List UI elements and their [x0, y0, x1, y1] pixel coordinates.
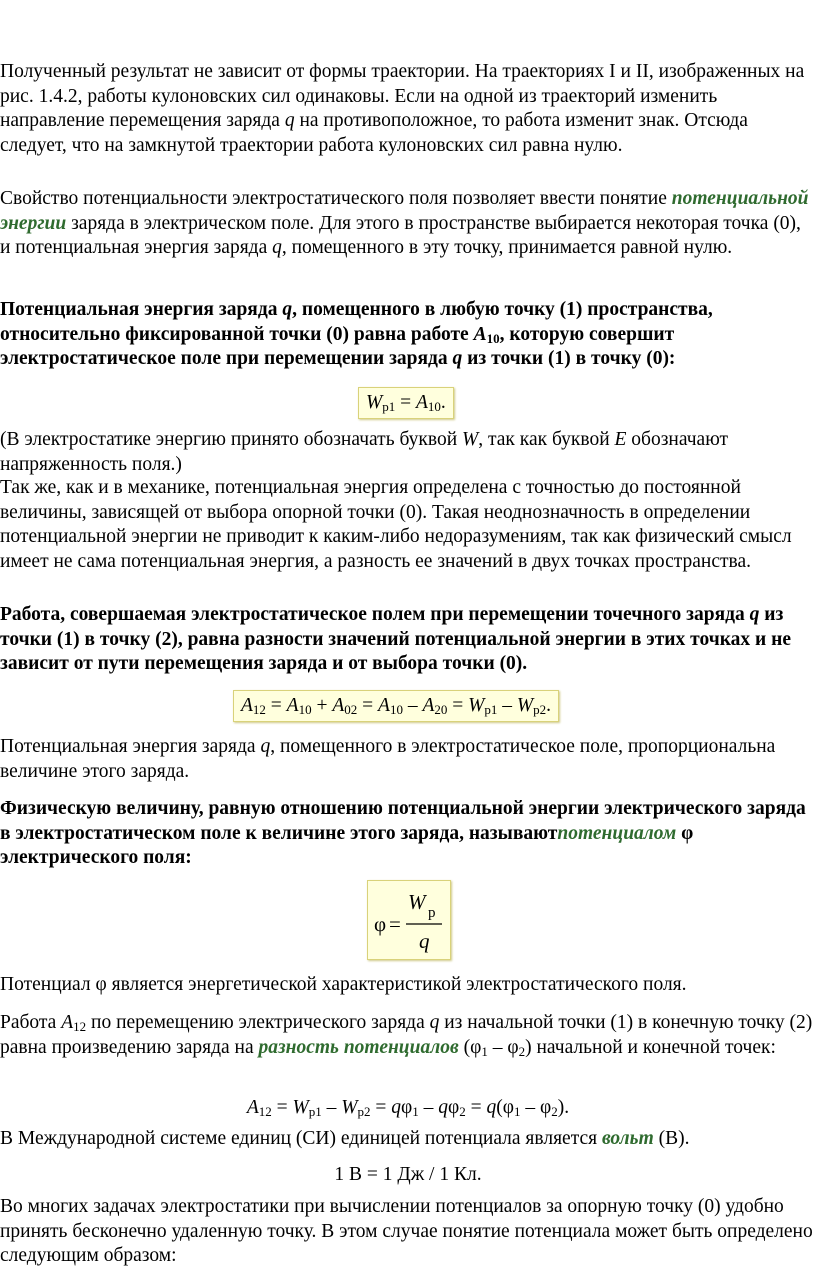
formula-work-chain: $A_{12} = A_{10} + A_{02} = A_{10} - A_{20} = W_{p1} - W_{p2}$. [233, 690, 559, 722]
paragraph-constant-ambiguity: Так же, как и в механике, потенциальная энергия определена с точностью до постоянной величины, зависящей от выбора опорной точки (0). Такая неоднозначность в определении потенциальной энергии не приводит к каким-либо недоразумениям, так как физический смысл имеет не сама потенциальная энергия, а разность ее значений в двух точках пространства. [0, 477, 792, 572]
term-potential-energy: потенциальной энергии [0, 188, 809, 234]
paragraph-potential-property: Свойство потенциальности электростатического поля позволяет ввести понятие потенциальной энергии заряда в электрическом поле. Для этого в пространстве выбирается некоторая точка (0), и потенциальная энергия заряда q, помещенного в эту точку, принимается равной нулю. [0, 188, 809, 258]
formula-phi-fraction [367, 880, 451, 960]
paragraph-path-independence: Полученный результат не зависит от формы траектории. На траекториях I и II, изображенных на рис. 1.4.2, работы кулоновских сил одинаковы. Если на одной из траекторий изменить направление перемещения заряда q на противоположное, то работа изменит знак. Отсюда следует, что на замкнутой траектории работа кулоновских сил равна нулю. [0, 61, 805, 156]
formula-a12-chain: $A_{12} = W_{p1} - W_{p2} = q\varphi_1 - q\varphi_2 = q(\varphi_1 - \varphi_2)$. [246, 1097, 570, 1119]
term-potential: потенциалом [557, 822, 677, 844]
denominator-q: q [419, 929, 430, 953]
formula-wp1-equals-a10: $W_{p1} = A_{10}$. [358, 387, 454, 419]
definition-work-difference: Работа, совершаемая электростатическое полем при перемещении точечного заряда q из точки (1) в точку (2), равна разности значений потенциальной энергии в этих точках и не зависит от пути перемещения заряда и от выбора точки (0). [0, 604, 792, 674]
fraction-graphic [368, 881, 450, 959]
paragraph-proportional-charge: Потенциальная энергия заряда q, помещенного в электростатическое поле, пропорциональна величине этого заряда. [0, 736, 776, 782]
term-potential-difference: разность потенциалов [258, 1036, 459, 1058]
definition-potential-energy: Потенциальная энергия заряда q, помещенного в любую точку (1) пространства, относительно фиксированной точки (0) равна работе $A_{10}$, которую совершит электростатическое поле при перемещении заряда q из точки (1) в точку (0): [0, 299, 713, 369]
definition-potential: Физическую величину, равную отношению потенциальной энергии электрического заряда в электростатическом поле к величине этого заряда, называютпотенциалом φ электрического поля: [0, 798, 806, 868]
numerator-subscript: p [428, 905, 436, 921]
term-volt: вольт [601, 1128, 654, 1149]
paragraph-infinity-reference: Во многих задачах электростатики при вычислении потенциалов за опорную точку (0) удобно принять бесконечно удаленную точку. В этом случае понятие потенциала может быть определено следующим образом: [0, 1196, 813, 1266]
paragraph-work-potential-difference: Работа $A_{12}$ по перемещению электрического заряда q из начальной точки (1) в конечную точку (2) равна произведению заряда на разность потенциалов $(\varphi_1 - \varphi_2)$ начальной и конечной точек: [0, 1012, 813, 1059]
formula-volt-definition: 1 В = 1 Дж / 1 Кл. [334, 1164, 482, 1185]
numerator-w: W [408, 890, 426, 914]
paragraph-si-unit: В Международной системе единиц (СИ) единицей потенциала является вольт (В). [0, 1128, 690, 1149]
equals-sign: = [389, 912, 401, 936]
paragraph-notation-w: (В электростатике энергию принято обозначать буквой W, так как буквой E обозначают напряженность поля.) [0, 429, 729, 475]
phi-symbol: φ [374, 912, 387, 936]
paragraph-potential-energy-characteristic: Потенциал φ является энергетической характеристикой электростатического поля. [0, 974, 687, 995]
